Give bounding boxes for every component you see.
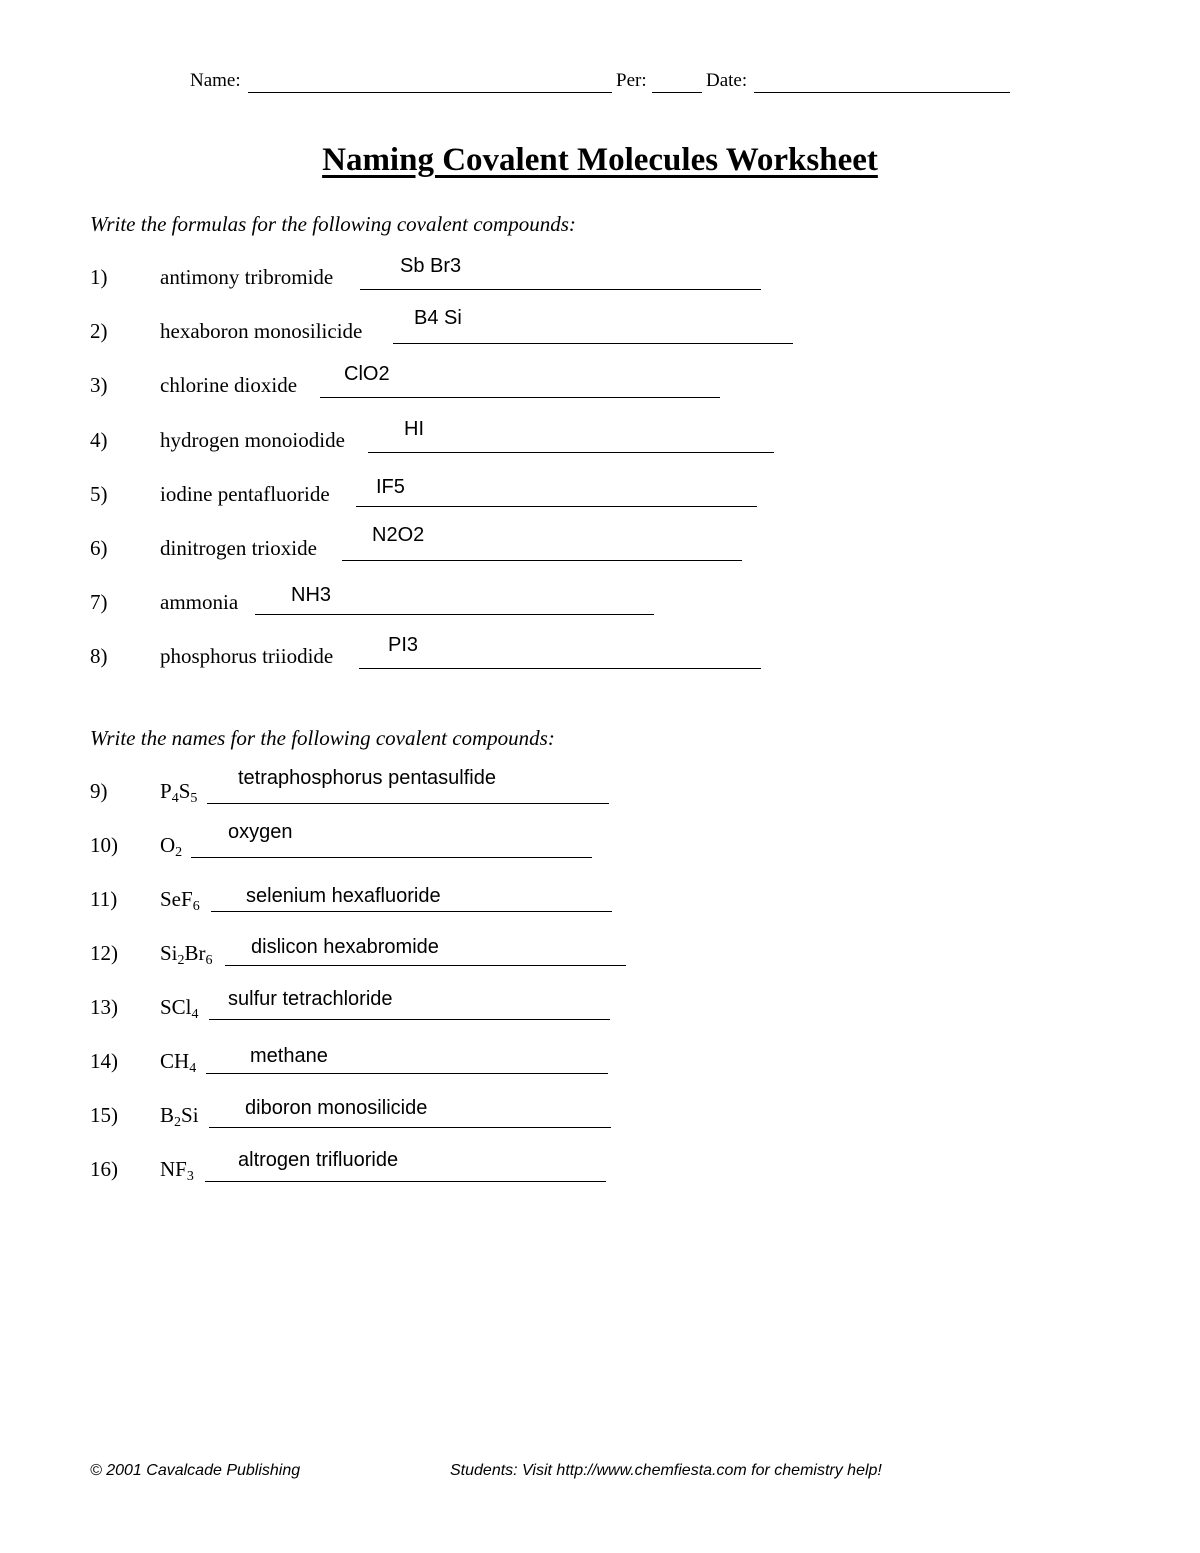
section2-instruction: Write the names for the following covalent compounds: <box>90 726 555 750</box>
question-number: 5) <box>90 482 108 506</box>
answer-line[interactable] <box>209 1127 611 1128</box>
compound-name: chlorine dioxide <box>160 373 298 397</box>
answer-line[interactable] <box>368 452 774 453</box>
question-number: 15) <box>90 1103 118 1127</box>
answer-line[interactable] <box>209 1019 610 1020</box>
name-field[interactable] <box>248 92 612 93</box>
chemical-formula <box>160 779 197 804</box>
formula-element: NF <box>160 1157 187 1181</box>
question-number: 11) <box>90 887 118 911</box>
section1-instruction: Write the formulas for the following covalent compounds: <box>90 212 576 236</box>
chemical-formula <box>160 941 213 966</box>
chemical-formula <box>160 833 182 858</box>
question-number: 2) <box>90 319 108 343</box>
formula-answer[interactable]: B4 Si <box>414 307 462 329</box>
formula-answer[interactable]: HI <box>404 418 424 440</box>
chemical-formula <box>160 1157 194 1182</box>
formula-subscript: 6 <box>192 899 200 914</box>
answer-line[interactable] <box>211 911 612 912</box>
formula-subscript: 2 <box>177 953 185 968</box>
name-answer[interactable]: sulfur tetrachloride <box>228 988 393 1010</box>
formula-answer[interactable]: NH3 <box>291 584 332 606</box>
question-number: 6) <box>90 536 108 560</box>
formula-element: B <box>160 1103 175 1127</box>
date-field[interactable] <box>754 92 1010 93</box>
date-label: Date: <box>706 70 748 91</box>
question-number: 8) <box>90 644 108 668</box>
answer-line[interactable] <box>320 397 720 398</box>
question-number: 9) <box>90 779 108 803</box>
name-answer[interactable]: tetraphosphorus pentasulfide <box>238 767 496 789</box>
name-answer[interactable]: methane <box>250 1045 328 1067</box>
answer-line[interactable] <box>356 506 757 507</box>
formula-answer[interactable]: IF5 <box>376 476 405 498</box>
compound-name: hexaboron monosilicide <box>160 319 363 343</box>
compound-name: phosphorus triiodide <box>160 644 334 668</box>
help-notice: Students: Visit http://www.chemfiesta.com for chemistry help! <box>450 1462 882 1479</box>
formula-element: SCl <box>160 995 192 1019</box>
page-title: Naming Covalent Molecules Worksheet <box>322 142 878 178</box>
formula-subscript: 6 <box>205 953 213 968</box>
answer-line[interactable] <box>359 668 761 669</box>
formula-element: Si <box>181 1103 199 1127</box>
name-answer[interactable]: oxygen <box>228 821 293 843</box>
compound-name: dinitrogen trioxide <box>160 536 317 560</box>
compound-name: iodine pentafluoride <box>160 482 330 506</box>
formula-answer[interactable]: N2O2 <box>372 524 425 546</box>
formula-answer[interactable]: ClO2 <box>344 363 390 385</box>
answer-line[interactable] <box>207 803 609 804</box>
formula-subscript: 4 <box>171 791 179 806</box>
compound-name: ammonia <box>160 590 239 614</box>
formula-subscript: 4 <box>189 1061 197 1076</box>
chemical-formula <box>160 1049 196 1074</box>
formula-element: Br <box>184 941 206 965</box>
answer-line[interactable] <box>206 1073 608 1074</box>
question-number: 16) <box>90 1157 118 1181</box>
formula-element: SeF <box>160 887 193 911</box>
formula-subscript: 3 <box>186 1169 194 1184</box>
question-number: 13) <box>90 995 118 1019</box>
question-number: 4) <box>90 428 108 452</box>
compound-name: hydrogen monoiodide <box>160 428 345 452</box>
formula-answer[interactable]: PI3 <box>388 634 419 656</box>
formula-subscript: 2 <box>175 845 183 860</box>
chemical-formula <box>160 995 199 1020</box>
formula-element: S <box>178 779 191 803</box>
question-number: 1) <box>90 265 108 289</box>
compound-name: antimony tribromide <box>160 265 334 289</box>
formula-answer[interactable]: Sb Br3 <box>400 255 462 277</box>
formula-element: Si <box>160 941 178 965</box>
formula-element: P <box>160 779 172 803</box>
name-answer[interactable]: altrogen trifluoride <box>238 1149 399 1171</box>
chemical-formula <box>160 1103 199 1128</box>
period-field[interactable] <box>652 92 702 93</box>
question-number: 10) <box>90 833 118 857</box>
question-number: 14) <box>90 1049 118 1073</box>
name-answer[interactable]: dislicon hexabromide <box>251 936 439 958</box>
question-number: 7) <box>90 590 108 614</box>
answer-line[interactable] <box>393 343 793 344</box>
answer-line[interactable] <box>255 614 654 615</box>
question-number: 12) <box>90 941 118 965</box>
answer-line[interactable] <box>225 965 626 966</box>
answer-line[interactable] <box>342 560 742 561</box>
copyright-notice: © 2001 Cavalcade Publishing <box>90 1462 301 1479</box>
formula-element: CH <box>160 1049 190 1073</box>
formula-element: O <box>160 833 176 857</box>
answer-line[interactable] <box>191 857 592 858</box>
name-answer[interactable]: diboron monosilicide <box>245 1097 428 1119</box>
name-label: Name: <box>190 70 241 91</box>
answer-line[interactable] <box>205 1181 606 1182</box>
name-answer[interactable]: selenium hexafluoride <box>246 885 441 907</box>
question-number: 3) <box>90 373 108 397</box>
formula-subscript: 5 <box>190 791 198 806</box>
formula-subscript: 2 <box>174 1115 182 1130</box>
answer-line[interactable] <box>360 289 761 290</box>
formula-subscript: 4 <box>191 1007 199 1022</box>
period-label: Per: <box>616 70 647 91</box>
chemical-formula <box>160 887 200 912</box>
